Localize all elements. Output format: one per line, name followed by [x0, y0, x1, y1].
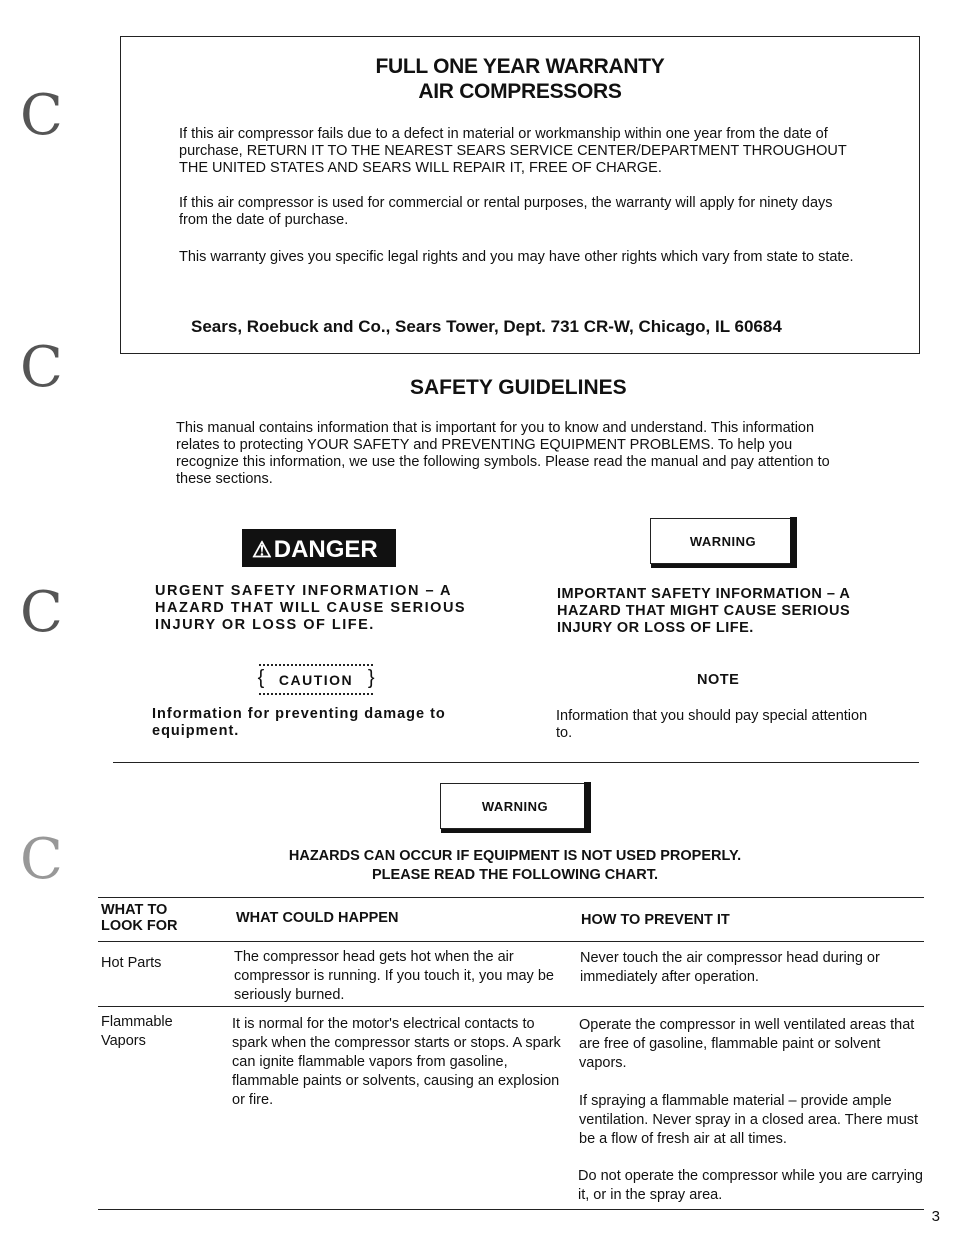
- hazard-warning-badge-label: WARNING: [481, 798, 549, 814]
- row-happen: It is normal for the motor's electrical contacts to spark when the compressor starts or stops. A spark can ignite flammable vapors from gasoline, flammable paints or solvents, causing an explosion or fire.: [232, 1016, 561, 1108]
- danger-badge-label: DANGER: [273, 536, 378, 563]
- danger-badge: [242, 529, 396, 567]
- row-prevent: If spraying a flammable material – provide ample ventilation. Never spray in a closed area. There must be a flow of fresh air at all times.: [579, 1093, 919, 1147]
- binder-mark-1: C: [20, 83, 63, 148]
- note-label: NOTE: [697, 672, 740, 688]
- warning-triangle-icon: ⚠: [252, 537, 272, 562]
- caution-badge-label: } CAUTION: [278, 671, 354, 688]
- table-header-rule: [98, 941, 924, 942]
- warranty-box: [120, 36, 920, 354]
- warning-description: IMPORTANT SAFETY INFORMATION – A HAZARD THAT MIGHT CAUSE SERIOUS INJURY OR LOSS OF LIFE.: [557, 586, 851, 636]
- warranty-paragraph-3: This warranty gives you specific legal rights and you may have other rights which vary from state to state.: [179, 249, 854, 265]
- sears-address: Sears, Roebuck and Co., Sears Tower, Dept. 731 CR-W, Chicago, IL 60684: [191, 317, 782, 336]
- table-row-rule: [98, 1006, 924, 1007]
- row-prevent: Never touch the air compressor head during or immediately after operation.: [580, 950, 880, 985]
- row-look-for: Flammable Vapors: [101, 1014, 173, 1049]
- hazard-line-2: PLEASE READ THE FOLLOWING CHART.: [372, 867, 658, 883]
- safety-heading: SAFETY GUIDELINES: [410, 376, 627, 399]
- caution-badge: [259, 664, 373, 695]
- caution-description: Information for preventing damage to equipment.: [152, 706, 446, 739]
- hazard-warning-badge: [440, 783, 590, 829]
- section-divider: [113, 762, 919, 763]
- binder-mark-3: C: [20, 580, 63, 645]
- page-number: 3: [931, 1208, 940, 1225]
- hazard-line-1: HAZARDS CAN OCCUR IF EQUIPMENT IS NOT USED PROPERLY.: [288, 848, 742, 864]
- binder-mark-2: C: [20, 335, 63, 400]
- danger-description: URGENT SAFETY INFORMATION – A HAZARD THAT WILL CAUSE SERIOUS INJURY OR LOSS OF LIFE.: [155, 583, 467, 633]
- table-bottom-rule: [98, 1209, 924, 1210]
- header-prevent: HOW TO PREVENT IT: [581, 912, 730, 928]
- table-top-rule: [98, 897, 924, 898]
- binder-mark-4: C: [20, 827, 63, 892]
- safety-intro: This manual contains information that is important for you to know and understand. This information relates to protecting YOUR SAFETY and PREVENTING EQUIPMENT PROBLEMS. To help you recognize this information, we use the following symbols. Please read the manual and pay attention to these sections.: [176, 420, 830, 487]
- warranty-paragraph-2: If this air compressor is used for commercial or rental purposes, the warranty will apply for ninety days from the date of purchase.: [179, 195, 833, 228]
- note-description: Information that you should pay special attention to.: [556, 708, 868, 741]
- warning-badge-label: WARNING: [689, 533, 757, 549]
- warning-badge: [650, 518, 796, 564]
- header-look-for: WHAT TO LOOK FOR: [101, 902, 178, 934]
- row-prevent: Operate the compressor in well ventilated areas that are free of gasoline, flammable paint or solvent vapors.: [579, 1017, 915, 1071]
- row-prevent: Do not operate the compressor while you are carrying it, or in the spray area.: [578, 1168, 923, 1203]
- warranty-title-line1: FULL ONE YEAR WARRANTY: [375, 55, 665, 78]
- header-could-happen: WHAT COULD HAPPEN: [236, 910, 399, 926]
- row-look-for: Hot Parts: [101, 955, 162, 971]
- warranty-title-line2: AIR COMPRESSORS: [418, 80, 622, 103]
- row-happen: The compressor head gets hot when the air compressor is running. If you touch it, you may be seriously burned.: [234, 949, 554, 1003]
- warranty-paragraph-1: If this air compressor fails due to a defect in material or workmanship within one year from the date of purchase, RETURN IT TO THE NEAREST SEARS SERVICE CENTER/DEPARTMENT THROUGHOUT THE UNITED STATES AND SEARS WILL REPAIR IT, FREE OF CHARGE.: [179, 126, 847, 176]
